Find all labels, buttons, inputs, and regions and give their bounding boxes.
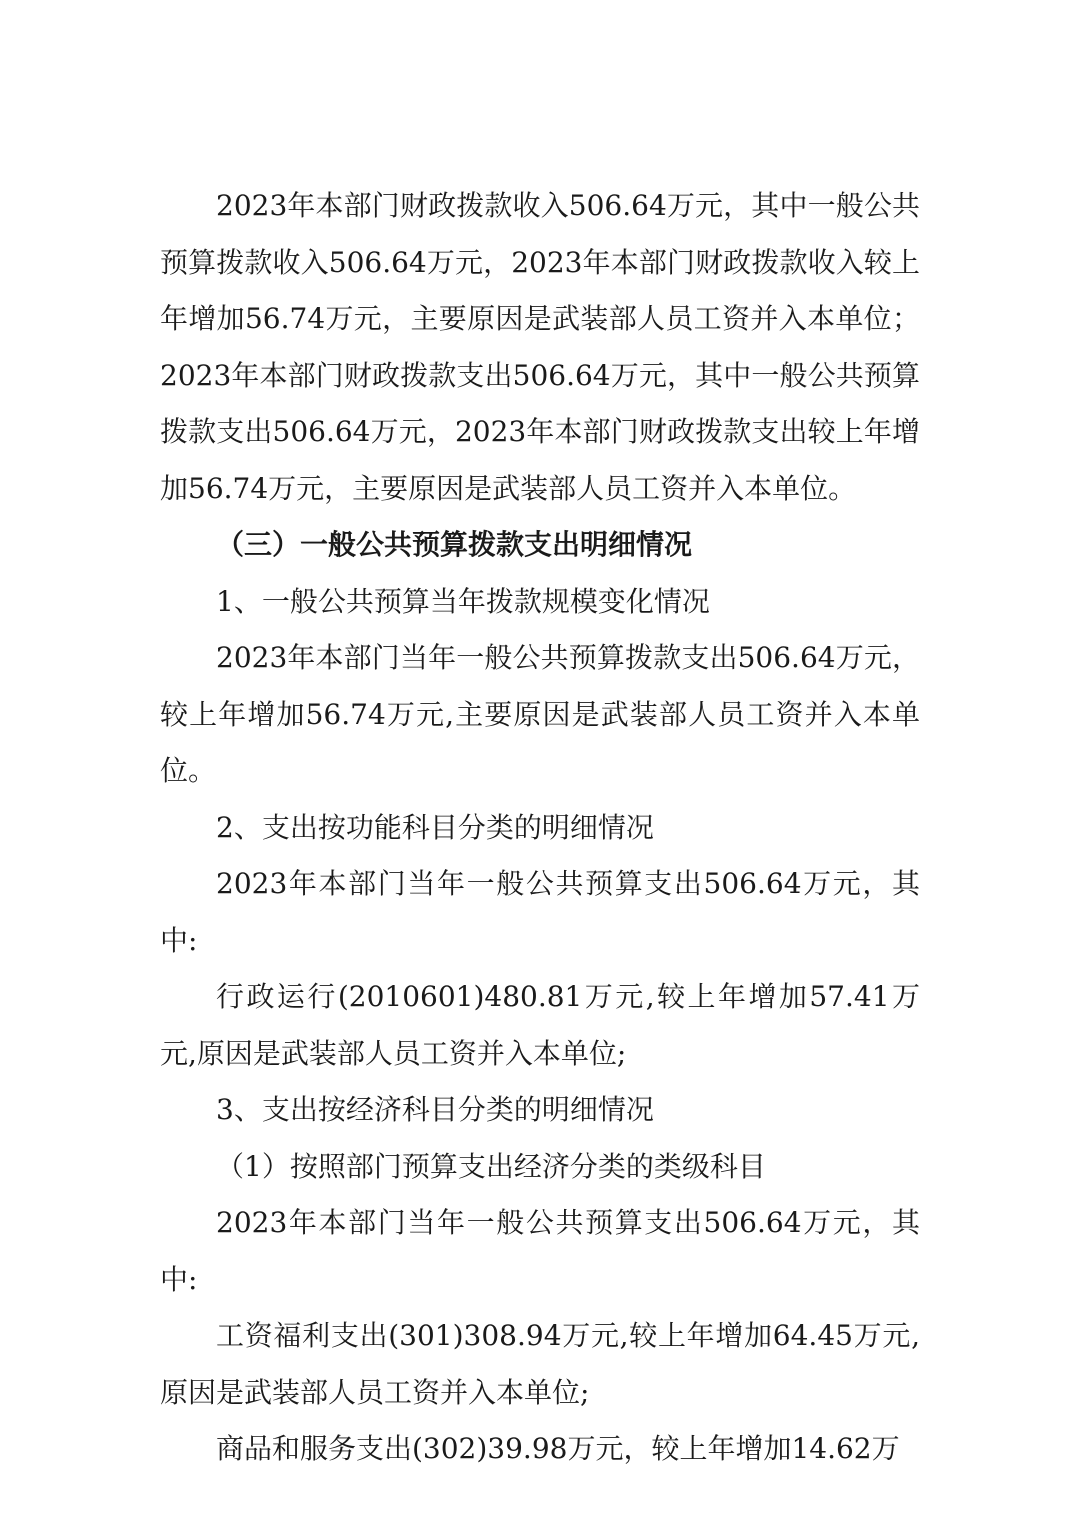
paragraph-goods-services: 商品和服务支出(302)39.98万元，较上年增加14.62万 [216, 1432, 900, 1465]
paragraph-admin-operation: 行政运行(2010601)480.81万元,较上年增加57.41万元,原因是武装部人员工资并入本单位; [160, 980, 920, 1070]
document-body [160, 178, 920, 1478]
paragraph-wages-welfare: 工资福利支出(301)308.94万元,较上年增加64.45万元,原因是武装部人员工资并入本单位; [160, 1319, 920, 1409]
section-heading-general-budget-detail: （三）一般公共预算拨款支出明细情况 [216, 528, 693, 561]
paragraph-funding-summary: 2023年本部门财政拨款收入506.64万元，其中一般公共预算拨款收入506.64万元，2023年本部门财政拨款收入较上年增加56.74万元，主要原因是武装部人员工资并入本单位；2023年本部门财政拨款支出506.64万元，其中一般公共预算拨款支出506.64万元，2023年本部门财政拨款支出较上年增加56.74万元，主要原因是武装部人员工资并入本单位。 [160, 189, 920, 505]
subheading-class-level-items: （1）按照部门预算支出经济分类的类级科目 [216, 1149, 766, 1183]
subheading-economic-classification: 3、支出按经济科目分类的明细情况 [216, 1093, 654, 1126]
paragraph-allocation-scale: 2023年本部门当年一般公共预算拨款支出506.64万元，较上年增加56.74万元,主要原因是武装部人员工资并入本单位。 [160, 641, 920, 787]
subheading-functional-classification: 2、支出按功能科目分类的明细情况 [216, 810, 654, 844]
paragraph-economic-total: 2023年本部门当年一般公共预算支出506.64万元，其中: [160, 1206, 920, 1296]
paragraph-functional-total: 2023年本部门当年一般公共预算支出506.64万元，其中: [160, 867, 920, 957]
subheading-allocation-scale: 1、一般公共预算当年拨款规模变化情况 [216, 584, 710, 618]
